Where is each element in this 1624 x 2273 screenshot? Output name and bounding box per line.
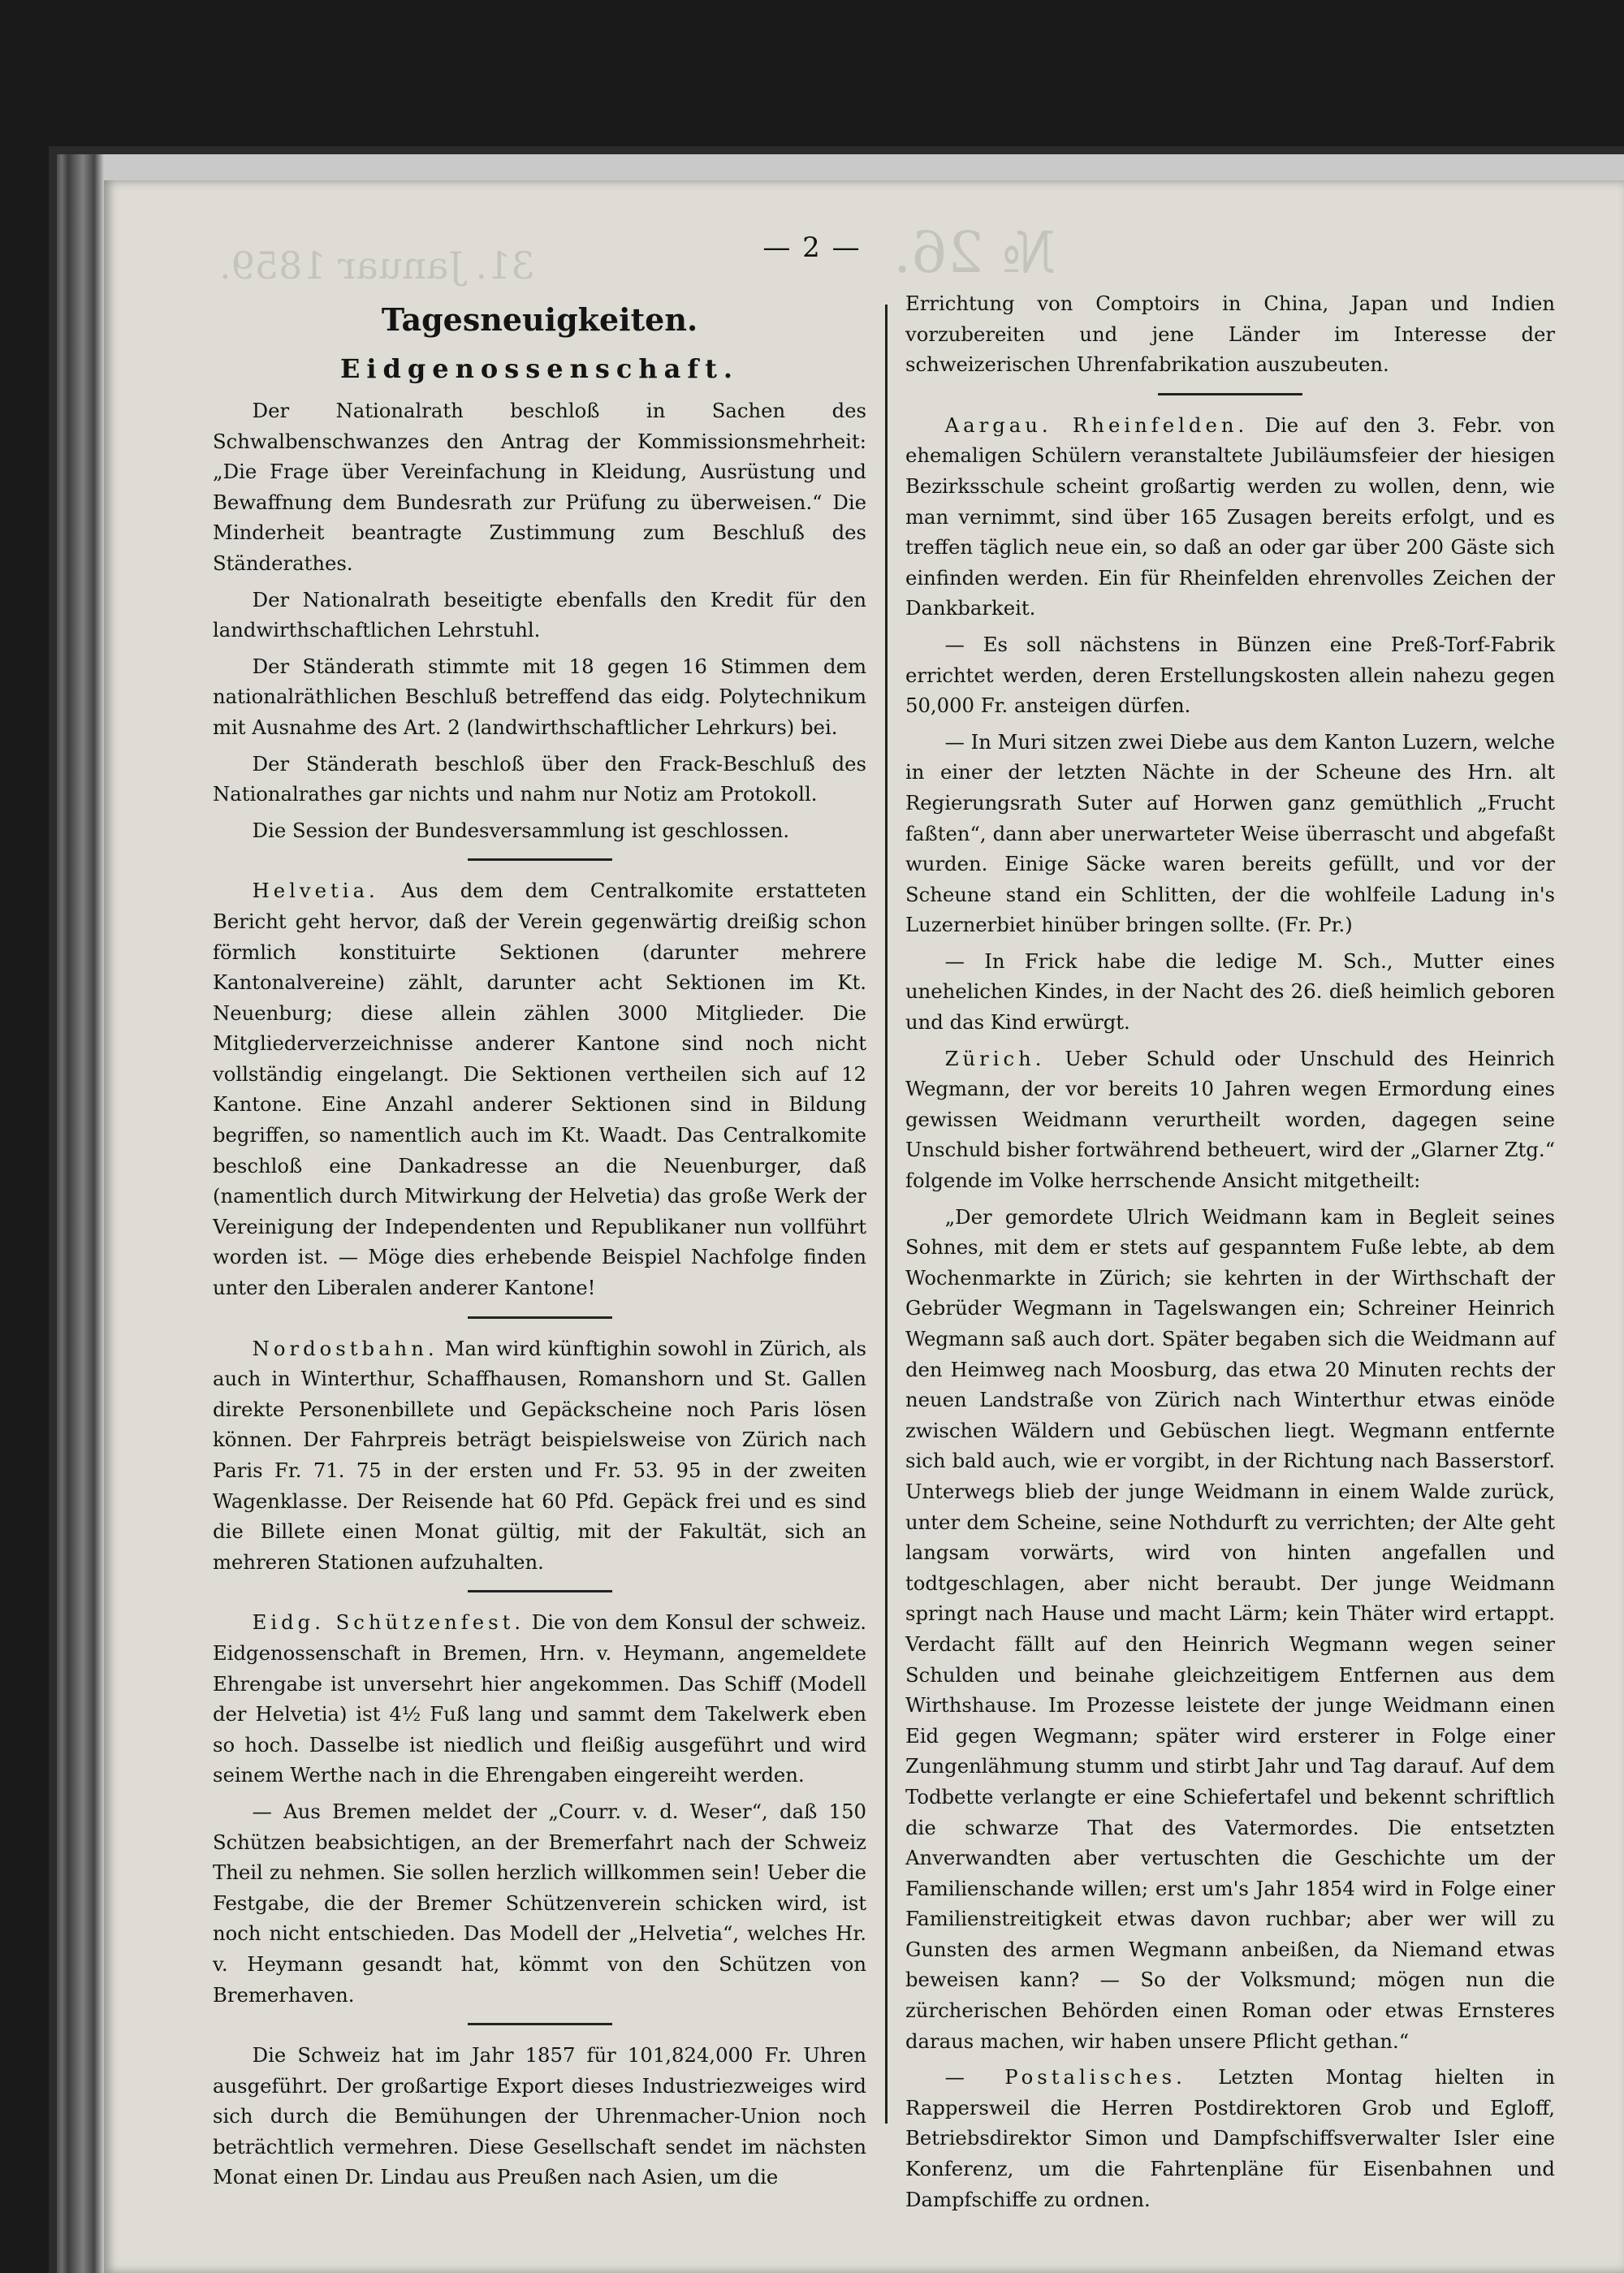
article-body: Aus dem dem Centralkomite erstatteten Bericht geht hervor, daß der Verein gegenwärtig dreißig schon förmlich konstituirte Sektionen (darunter mehrere Kantonalvereine) zählt, darunter acht Sektionen im Kt. Neuenburg; diese allein zählen 3000 Mitglieder. Die Mitgliederverzeichnisse anderer Kantone sind noch nicht vollständig eingelangt. Die Sektionen vertheilen sich auf 12 Kantone. Eine Anzahl anderer Sektionen sind in Bildung begriffen, so namentlich auch im Kt. Waadt. Das Centralkomite beschloß eine Dankadresse an die Neuenburger, daß (namentlich durch Mitwirkung der Helvetia) das große Werk der Vereinigung der Independenten und Republikaner nun vollführt worden ist. — Möge dies erhebende Beispiel Nachfolge finden unter den Liberalen anderer Kantone! xyxy=(213,879,866,1300)
article-body: Letzten Montag hielten in Rappersweil die Herren Postdirektoren Grob und Egloff, Betriebsdirektor Simon und Dampfschiffsverwalter Isler eine Konferenz, um die Fahrtenpläne für Eisenbahnen und Dampfschiffe zu ordnen. xyxy=(905,2065,1555,2211)
article-postalisches xyxy=(905,2062,1555,2215)
page-number: — 2 — xyxy=(762,231,862,264)
article-paragraph: — Aus Bremen meldet der „Courr. v. d. Weser“, daß 150 Schützen beabsichtigen, an der Bremerfahrt nach der Schweiz Theil zu nehmen. Sie sollen herzlich willkommen sein! Ueber die Festgabe, die der Bremer Schützenverein schicken wird, ist noch nicht entschieden. Das Modell der „Helvetia“, welches Hr. v. Heymann gesandt hat, kömmt von den Schützen von Bremerhaven. xyxy=(213,1799,866,2007)
article-heading: Helvetia. xyxy=(252,879,379,903)
left-column xyxy=(213,288,866,2198)
article-paragraph: Der Nationalrath beseitigte ebenfalls den Kredit für den landwirthschaftlichen Lehrstuhl. xyxy=(213,587,866,642)
separator-rule xyxy=(468,858,612,861)
article-heading: Zürich. xyxy=(944,1046,1046,1070)
article-paragraph: — In Frick habe die ledige M. Sch., Mutter eines unehelichen Kindes, in der Nacht des 26. dieß heimlich geboren und das Kind erwürgt. xyxy=(905,949,1555,1035)
article-body: Die auf den 3. Febr. von ehemaligen Schülern veranstaltete Jubiläumsfeier der hiesigen Bezirksschule scheint großartig werden zu wollen, denn, wie man vernimmt, sind über 165 Zusagen bereits erfolgt, und es treffen täglich neue ein, so daß an oder gar über 200 Gäste sich einfinden werden. Ein für Rheinfelden ehrenvolles Zeichen der Dankbarkeit. xyxy=(905,413,1555,620)
article-paragraph: Der Ständerath beschloß über den Frack-Beschluß des Nationalrathes gar nichts und nahm nur Notiz am Protokoll. xyxy=(213,751,866,806)
separator-rule xyxy=(468,2023,612,2025)
article-quote: „Der gemordete Ulrich Weidmann kam in Begleit seines Sohnes, mit dem er stets auf gespanntem Fuße lebte, ab dem Wochenmarkte in Zürich; sie kehrten in der Wirthschaft der Gebrüder Wegmann in Tagelswangen ein; Schreiner Heinrich Wegmann saß auch dort. Später begaben sich die Weidmann auf den Heimweg nach Moosburg, das etwa 20 Minuten rechts der neuen Landstraße von Zürich nach Winterthur etwas einöde zwischen Wäldern und Gebüschen liegt. Wegmann entfernte sich bald auch, wie er vorgibt, in der Richtung nach Basserstorf. Unterwegs blieb der junge Weidmann in einem Walde zurück, unter dem Scheine, seine Nothdurft zu verrichten; der Alte geht langsam vorwärts, wird von hinten angefallen und todtgeschlagen, aber nicht beraubt. Der junge Weidmann springt nach Hause und macht Lärm; kein Thäter wird ertappt. Verdacht fällt auf den Heinrich Wegmann wegen seiner Schulden und beinahe gleichzeitigem Entfernen aus dem Wirthshause. Im Prozesse leistete der junge Weidmann einen Eid gegen Wegmann; später wird ersterer in Folge einer Zungenlähmung stumm und stirbt Jahr und Tag darauf. Auf dem Todbette verlangte er eine Schiefertafel und bekennt schriftlich die schwarze That des Vatermordes. Die entsetzten Anverwandten aber vertuschten die Geschichte um der Familienschande willen; erst um's Jahr 1854 wird in Folge einer Familienstreitigkeit etwas davon ruchbar; aber wer will zu Gunsten des armen Wegmann anbeißen, da Niemand etwas beweisen kann? — So der Volksmund; mögen nun die zürcherischen Behörden einen Roman oder etwas Ernsteres daraus machen, wir haben unsere Pflicht gethan.“ xyxy=(905,1204,1555,2053)
article-schuetzenfest xyxy=(213,1607,866,1791)
article-heading: Nordostbahn. xyxy=(252,1336,438,1360)
article-paragraph: Der Ständerath stimmte mit 18 gegen 16 Stimmen dem nationalräthlichen Beschluß betreffend das eidg. Polytechnikum mit Ausnahme des Art. 2 (landwirthschaftlicher Lehrkurs) bei. xyxy=(213,654,866,739)
article-helvetia xyxy=(213,875,866,1303)
article-heading: Aargau. Rheinfelden. xyxy=(944,413,1249,437)
separator-rule xyxy=(1158,393,1302,395)
separator-rule xyxy=(468,1316,612,1319)
article-body: Man wird künftighin sowohl in Zürich, als auch in Winterthur, Schaffhausen, Romanshorn und St. Gallen direkte Personenbillete und Gepäckscheine noch Paris lösen können. Der Fahrpreis beträgt beispielsweise von Zürich nach Paris Fr. 71. 75 in der ersten und Fr. 53. 95 in der zweiten Wagenklasse. Der Reisende hat 60 Pfd. Gepäck frei und es sind die Billete einen Monat gültig, mit der Fakultät, sich an mehreren Stationen aufzuhalten. xyxy=(213,1336,866,1574)
article-body: Ueber Schuld oder Unschuld des Heinrich Wegmann, der vor bereits 10 Jahren wegen Ermordung eines gewissen Weidmann verurtheilt worden, dagegen seine Unschuld bisher fortwährend betheuert, wird der „Glarner Ztg.“ folgende im Volke herrschende Ansicht mitgetheilt: xyxy=(905,1046,1555,1193)
article-nordostbahn xyxy=(213,1333,866,1578)
article-paragraph: — In Muri sitzen zwei Diebe aus dem Kanton Luzern, welche in einer der letzten Nächte in der Scheune des Hrn. alt Regierungsrath Suter auf Horwen ganz gemüthlich „Frucht faßten“, dann aber unerwarteter Weise überrascht und abgefaßt wurden. Einige Säcke waren bereits gefüllt, und vor der Scheune stand ein Schlitten, der die wohlfeile Ladung in's Luzernerbiet hinüber bringen sollte. (Fr. Pr.) xyxy=(905,729,1555,937)
article-paragraph: Die Session der Bundesversammlung ist geschlossen. xyxy=(252,818,790,842)
bleed-through-number: № 26. xyxy=(893,219,1056,286)
article-zuerich xyxy=(905,1044,1555,1196)
article-uhren: Die Schweiz hat im Jahr 1857 für 101,824,000 Fr. Uhren ausgeführt. Der großartige Export dieses Industriezweiges wird sich durch die Bemühungen der Uhrenmacher-Union noch beträchtlich vermehren. Diese Gesellschaft sendet im nächsten Monat einen Dr. Lindau aus Preußen nach Asien, um die xyxy=(213,2043,866,2189)
separator-rule xyxy=(468,1590,612,1592)
column-divider xyxy=(885,305,888,2124)
section-subtitle: Eidgenossenschaft. xyxy=(339,353,740,384)
article-paragraph: — Es soll nächstens in Bünzen eine Preß-Torf-Fabrik errichtet werden, deren Erstellungskosten allein nahezu gegen 50,000 Fr. ansteigen dürfen. xyxy=(905,632,1555,718)
bleed-through-date: 31. Januar 1859. xyxy=(219,244,535,287)
article-heading: — Postalisches. xyxy=(944,2065,1186,2089)
article-heading: Eidg. Schützenfest. xyxy=(252,1610,525,1635)
article-aargau xyxy=(905,410,1555,624)
article-paragraph: Der Nationalrath beschloß in Sachen des Schwalbenschwanzes den Antrag der Kommissionsmehrheit: „Die Frage über Vereinfachung in Kleidung, Ausrüstung und Bewaffnung dem Bundesrath zur Prüfung zu überweisen.“ Die Minderheit beantragte Zustimmung zum Beschluß des Ständerathes. xyxy=(213,399,866,575)
section-title: Tagesneuigkeiten. xyxy=(381,301,698,338)
article-body: Die von dem Konsul der schweiz. Eidgenossenschaft in Bremen, Hrn. v. Heymann, angemeldete Ehrengabe ist unversehrt hier angekommen. Das Schiff (Modell der Helvetia) ist 4½ Fuß lang und sammt dem Takelwerk eben so hoch. Dasselbe ist niedlich und fleißig ausgeführt und wird seinem Werthe nach in die Ehrengaben eingereiht werden. xyxy=(213,1610,866,1787)
right-column xyxy=(905,288,1555,2220)
article-continuation: Errichtung von Comptoirs in China, Japan und Indien vorzubereiten und jene Länder im Interesse der schweizerischen Uhrenfabrikation auszubeuten. xyxy=(905,292,1555,377)
